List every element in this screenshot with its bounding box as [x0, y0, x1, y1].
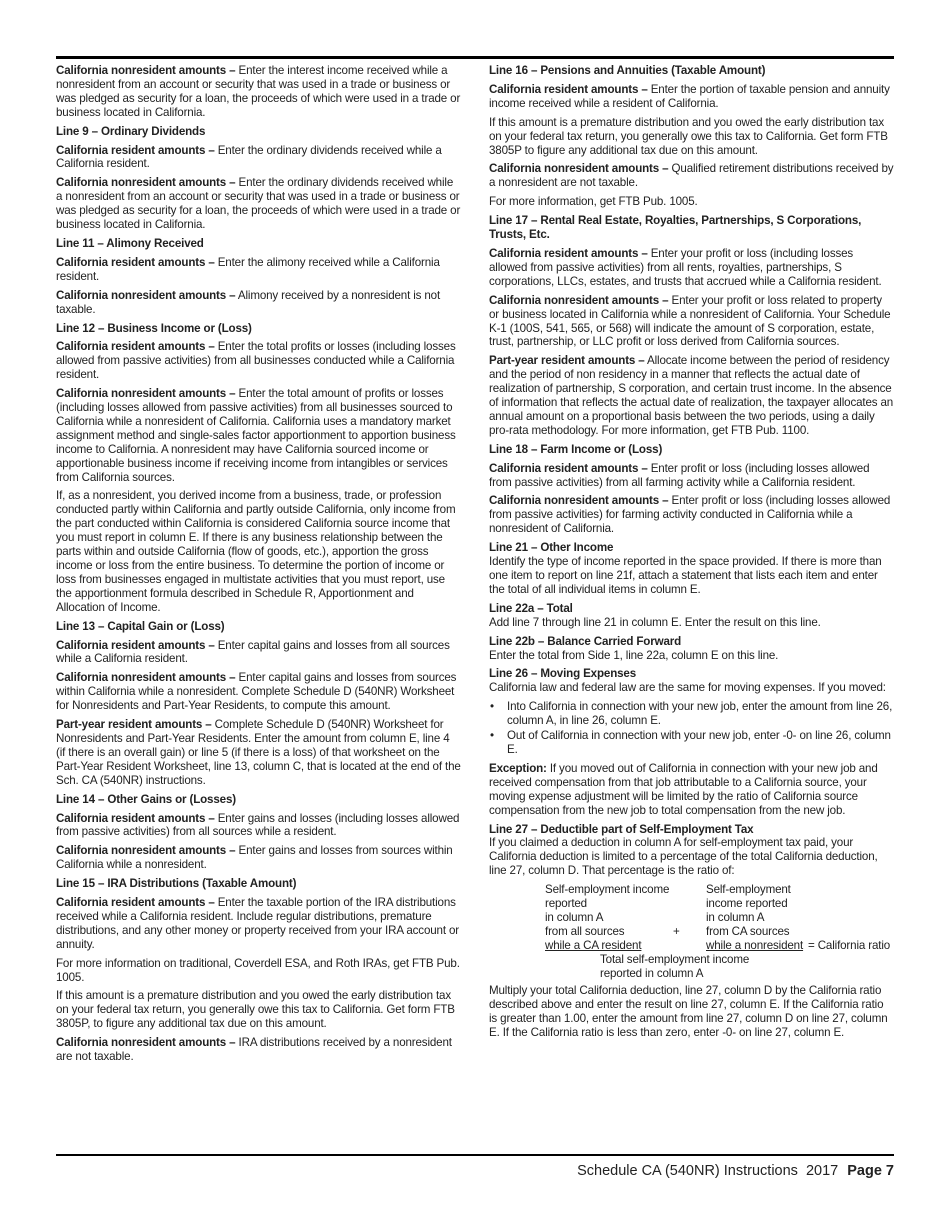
paragraph: Enter the total from Side 1, line 22a, column E on this line.: [489, 648, 779, 662]
section-heading: Line 22a – Total: [489, 601, 573, 615]
section-heading: Line 17 – Rental Real Estate, Royalties, Partnerships, S Corporations, Trusts, Etc.: [489, 214, 862, 242]
paragraph: California nonresident amounts – IRA distributions received by a nonresident are not taxable.: [56, 1036, 452, 1064]
ratio-result: = California ratio: [808, 939, 891, 953]
paragraph: California nonresident amounts – Enter your profit or loss related to property or business located in California while a nonresident of California. Your Schedule K-1 (100S, 541, 565, or 568) will indicate the amount of S corporation, estate, trust, partnership, or LLC profit or loss derived from California sources.: [489, 293, 891, 349]
footer-title: Schedule CA (540NR) Instructions 2017: [577, 1163, 839, 1179]
paragraph: If, as a nonresident, you derived income from a business, trade, or profession conducted partly within California and partly outside California, only income from the part conducted within California is considered California source income that you must report in column E. If there is any business relationship between the parts within and outside California (flow of goods, etc.), apportion the gross income or loss from the entire business. To determine the portion of income or loss from businesses engaged in multistate activities that you must report, use the apportionment formula described in Schedule R, Apportionment and Allocation of Income.: [56, 489, 456, 614]
section-heading: Line 12 – Business Income or (Loss): [56, 321, 252, 335]
paragraph: California nonresident amounts – Enter gains and losses from sources within California while a nonresident.: [56, 844, 453, 872]
paragraph: California nonresident amounts – Enter the interest income received while a nonresident from an account or security that was used in a trade or business or was pledged as security for a loan, the proceeds of which were used in a trade or business located in California.: [56, 64, 461, 119]
section-heading: Line 21 – Other Income: [489, 541, 614, 555]
section-heading: Line 15 – IRA Distributions (Taxable Amount): [56, 877, 297, 891]
paragraph: For more information on traditional, Coverdell ESA, and Roth IRAs, get FTB Pub. 1005.: [56, 956, 460, 984]
left-column: [56, 64, 461, 1069]
bottom-rule: [56, 1154, 894, 1156]
paragraph: California resident amounts – Enter the ordinary dividends received while a California resident.: [56, 143, 442, 171]
list-item: • Into California in connection with your new job, enter the amount from line 26, column A, in line 26, column E.: [507, 700, 894, 728]
paragraph: California resident amounts – Enter your profit or loss (including losses allowed from passive activities) from all rents, royalties, partnerships, S corporations, LLCs, estates, and trusts that accrued while a California resident.: [489, 246, 882, 288]
page-footer: [577, 1163, 894, 1179]
paragraph: California resident amounts – Enter capital gains and losses from all sources while a California resident.: [56, 638, 450, 666]
section-heading: Line 27 – Deductible part of Self-Employment Tax: [489, 822, 754, 836]
paragraph: California nonresident amounts – Qualified retirement distributions received by a nonresident are not taxable.: [489, 162, 894, 190]
paragraph: If you claimed a deduction in column A for self-employment tax paid, your California deduction is limited to a percentage of the total California deduction, line 27, column D. That percentage is the ratio of:: [489, 836, 878, 878]
list-item: • Out of California in connection with your new job, enter -0- on line 26, column E.: [507, 729, 894, 757]
section-heading: Line 18 – Farm Income or (Loss): [489, 442, 663, 456]
ratio-term-b: Self-employment income reported in column A from CA sources while a nonresident: [706, 883, 804, 953]
section-heading: Line 11 – Alimony Received: [56, 236, 204, 250]
paragraph: Add line 7 through line 21 in column E. Enter the result on this line.: [489, 615, 821, 629]
section-heading: Line 16 – Pensions and Annuities (Taxable Amount): [489, 64, 766, 77]
ratio-formula: [489, 883, 894, 979]
paragraph: Identify the type of income reported in the space provided. If there is more than one item to report on line 21f, attach a statement that lists each item and enter the total of all individual items in column E.: [489, 555, 882, 596]
paragraph: California nonresident amounts – Enter profit or loss (including losses allowed from passive activities) for farming activity conducted in California while a nonresident of California.: [489, 494, 891, 536]
paragraph: Part-year resident amounts – Allocate income between the period of residency and the period of non residency in a manner that reflects the actual date of realization of partnership, S corporation, and certain trust income. In the absence of information that reflects the actual date of realization, the taxpayer allocates an annual amount on a proportional basis between the two periods, using a daily pro-rata methodology. For more information, get FTB Pub. 1100.: [489, 354, 894, 437]
section-heading: Line 22b – Balance Carried Forward: [489, 634, 682, 648]
section-heading: Line 14 – Other Gains or (Losses): [56, 792, 236, 806]
paragraph: Multiply your total California deduction, line 27, column D by the California ratio described above and enter the result on line 27, column E. If the California ratio is greater than 1.00, enter the amount from line 27, column D on line 27, column E. If the California ratio is less than zero, enter -0- on line 27, column E.: [489, 984, 888, 1039]
paragraph: California nonresident amounts – Enter the ordinary dividends received while a nonresident from an account or security that was used in a trade or business or was pledged as security for a loan, the proceeds of which were used in a trade or business located in California.: [56, 176, 461, 232]
paragraph: California resident amounts – Enter the total profits or losses (including losses allowed from passive activities) from all businesses conducted while a California resident.: [56, 340, 456, 382]
paragraph: California nonresident amounts – Enter capital gains and losses from sources within California while a nonresident. Complete Schedule D (540NR) Worksheet for Nonresidents and Part-Year Residents, to compute this amount.: [56, 671, 457, 713]
paragraph: California resident amounts – Enter the taxable portion of the IRA distributions received while a California resident. Include regular distributions, premature distributions, and any other money or property received from your IRA account or annuity.: [56, 896, 460, 951]
paragraph: California resident amounts – Enter the alimony received while a California resident.: [56, 255, 440, 283]
ratio-denominator: Total self-employment income reported in column A: [600, 953, 750, 981]
paragraph: If this amount is a premature distribution and you owed the early distribution tax on your federal tax return, you generally owe this tax to California. Get form FTB 3805P, to figure any additional tax due on this amount.: [56, 989, 455, 1031]
paragraph: California nonresident amounts – Enter the total amount of profits or losses (including losses allowed from passive activities) from all businesses sourced to California while a nonresident of California. California uses a mandatory market assignment method and single-sales factor apportionment to apportion business income to California. A nonresident may have California sourced income or apportionable business income if receiving income from intangibles or services from California sources.: [56, 387, 456, 484]
bullet-list: [489, 700, 894, 757]
page-number: Page 7: [847, 1163, 894, 1179]
section-heading: Line 26 – Moving Expenses: [489, 667, 637, 681]
section-heading: Line 9 – Ordinary Dividends: [56, 124, 206, 138]
ratio-term-a: Self-employment income reported in column A from all sources while a CA resident: [545, 883, 670, 953]
section-heading: Line 13 – Capital Gain or (Loss): [56, 619, 225, 633]
top-rule: [56, 56, 894, 59]
paragraph: Exception: If you moved out of California in connection with your new job and received compensation from that job attributable to a California source, your moving expense adjustment will be limited by the ratio of California source compensation from the new job to total compensation from the new job.: [489, 761, 878, 817]
paragraph: California resident amounts – Enter profit or loss (including losses allowed from passive activities) from all farming activity while a California resident.: [489, 461, 870, 489]
paragraph: California resident amounts – Enter gains and losses (including losses allowed from passive activities) from all sources while a resident.: [56, 811, 460, 839]
paragraph: California resident amounts – Enter the portion of taxable pension and annuity income received while a resident of California.: [489, 82, 890, 110]
paragraph: For more information, get FTB Pub. 1005.: [489, 195, 698, 209]
paragraph: California law and federal law are the same for moving expenses. If you moved:: [489, 681, 886, 695]
paragraph: If this amount is a premature distribution and you owed the early distribution tax on your federal tax return, you generally owe this tax to California. Get form FTB 3805P to figure any additional tax due on this amount.: [489, 115, 888, 157]
plus-sign: +: [673, 925, 680, 939]
paragraph: California nonresident amounts – Alimony received by a nonresident is not taxable.: [56, 288, 441, 316]
paragraph: Part-year resident amounts – Complete Schedule D (540NR) Worksheet for Nonresidents and Part-Year Residents. Enter the amount from column E, line 4 (if there is an overall gain) or line 5 (if there is a loss) of that worksheet on the Part-Year Resident Worksheet, line 13, column C, that is located at the end of the Sch. CA (540NR) instructions.: [56, 718, 461, 787]
right-column: [489, 64, 894, 1045]
